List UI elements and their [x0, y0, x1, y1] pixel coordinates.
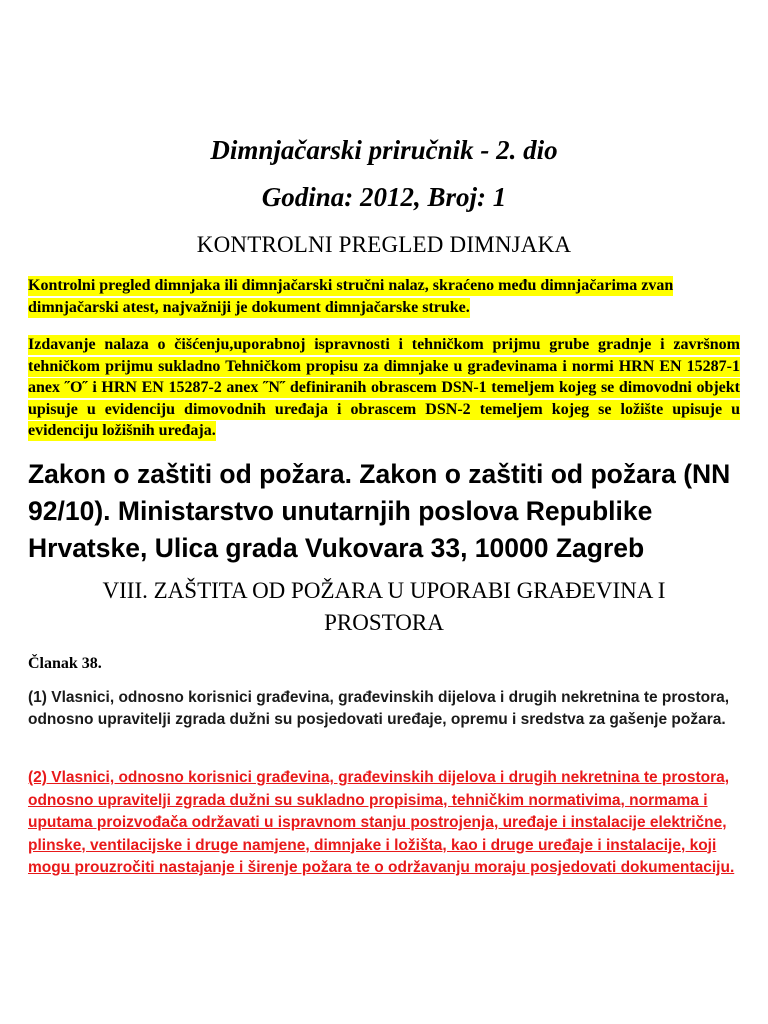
article-paragraph-1: (1) Vlasnici, odnosno korisnici građevina, građevinskih dijelova i drugih nekretnina te prostora, odnosno upravitelji zgrada dužni su posjedovati uređaje, opremu i sredstva za gašenje požara.	[28, 689, 730, 728]
page-title: KONTROLNI PREGLED DIMNJAKA	[196, 232, 572, 257]
section-title-line-2: PROSTORA	[324, 610, 444, 635]
highlighted-text: Izdavanje nalaza o čišćenju,uporabnoj ispravnosti i tehničkom prijmu grube gradnje i završnom tehničkom prijmu sukladno Tehničkom propisu za dimnjake u građevinama i normi HRN EN 15287-1 anex ˝O˝ i HRN EN 15287-2 anex ˝N˝ definiranih obrascem DSN-1 temeljem kojeg se dimovodni objekt upisuje u evidenciju dimovodnih uređaja i obrascem DSN-2 temeljem kojeg se ložište upisuje u evidenciju ložišnih uređaja.	[28, 336, 740, 439]
article-label: Članak 38.	[28, 655, 102, 672]
law-title: Zakon o zaštiti od požara. Zakon o zaštiti od požara (NN 92/10). Ministarstvo unutarnjih poslova Republike Hrvatske, Ulica grada Vukovara 33, 10000 Zagreb	[28, 459, 731, 563]
section-title-line-1: VIII. ZAŠTITA OD POŽARA U UPORABI GRAĐEVINA I	[102, 578, 666, 603]
highlighted-paragraph-1	[28, 275, 740, 318]
issue-line: Godina: 2012, Broj: 1	[261, 182, 507, 212]
article-paragraph-2: (2) Vlasnici, odnosno korisnici građevina, građevinskih dijelova i drugih nekretnina te prostora, odnosno upravitelji zgrada dužni su sukladno propisima, tehničkim normativima, normama i uputama proizvođača održavati u ispravnom stanju postrojenja, uređaje i instalacije električne, plinske, ventilacijske i druge namjene, dimnjake i ložišta, kao i druge uređaje i instalacije, koji mogu prouzročiti nastajanje i širenje požara te o održavanju moraju posjedovati dokumentaciju.	[28, 769, 735, 876]
document-subtitle: Dimnjačarski priručnik - 2. dio	[210, 135, 558, 165]
highlighted-paragraph-2	[28, 334, 740, 442]
highlighted-text: Kontrolni pregled dimnjaka ili dimnjačarski stručni nalaz, skraćeno među dimnjačarima zvan dimnjačarski atest, najvažniji je dokument dimnjačarske struke.	[28, 277, 674, 316]
